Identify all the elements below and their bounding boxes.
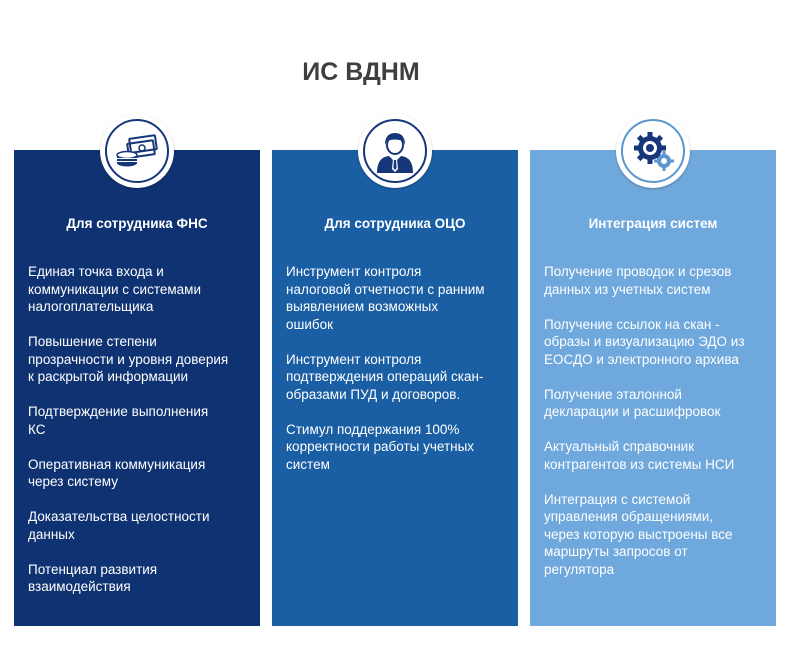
column-heading: Для сотрудника ФНС xyxy=(66,216,208,231)
column-integration xyxy=(530,150,776,626)
list-item: Доказательства целостности данных xyxy=(28,509,210,542)
list-item: Подтверждение выполнения КС xyxy=(28,404,209,437)
column-items xyxy=(544,263,766,596)
list-item: Оперативная коммуникация через систему xyxy=(28,456,206,489)
column-oco xyxy=(272,150,518,626)
list-item: Единая точка входа и коммуникации с системами налогоплательщика xyxy=(28,264,201,314)
column-heading: Интеграция систем xyxy=(588,216,718,231)
list-item: Инструмент контроля подтверждения операций скан- образами ПУД и договоров. xyxy=(286,351,484,402)
column-heading: Для сотрудника ОЦО xyxy=(324,216,466,231)
column-fns xyxy=(14,150,260,626)
list-item: Актуальный справочник контрагентов из системы НСИ xyxy=(544,439,735,472)
badge xyxy=(616,114,690,188)
list-item: Интеграция с системой управления обращениями, через которую выстроены все маршруты запросов от регулятора xyxy=(544,491,733,577)
column-items xyxy=(286,263,508,491)
list-item: Инструмент контроля налоговой отчетности с ранним выявлением возможных ошибок xyxy=(286,264,485,332)
list-item: Получение эталонной декларации и расшифровок xyxy=(544,386,721,419)
column-items xyxy=(28,263,250,613)
list-item: Потенциал развития взаимодействия xyxy=(28,561,158,594)
money-coins-icon xyxy=(114,133,160,169)
gears-icon xyxy=(630,128,676,174)
page-title: ИС ВДНМ xyxy=(302,58,420,86)
badge xyxy=(358,114,432,188)
badge xyxy=(100,114,174,188)
person-tie-icon xyxy=(373,129,417,173)
list-item: Стимул поддержания 100% корректности работы учетных систем xyxy=(286,421,475,472)
list-item: Получение проводок и срезов данных из учетных систем xyxy=(544,264,732,297)
list-item: Получение ссылок на скан - образы и визуализацию ЭДО из ЕОСДО и электронного архива xyxy=(544,316,745,367)
list-item: Повышение степени прозрачности и уровня доверия к раскрытой информации xyxy=(28,334,229,384)
